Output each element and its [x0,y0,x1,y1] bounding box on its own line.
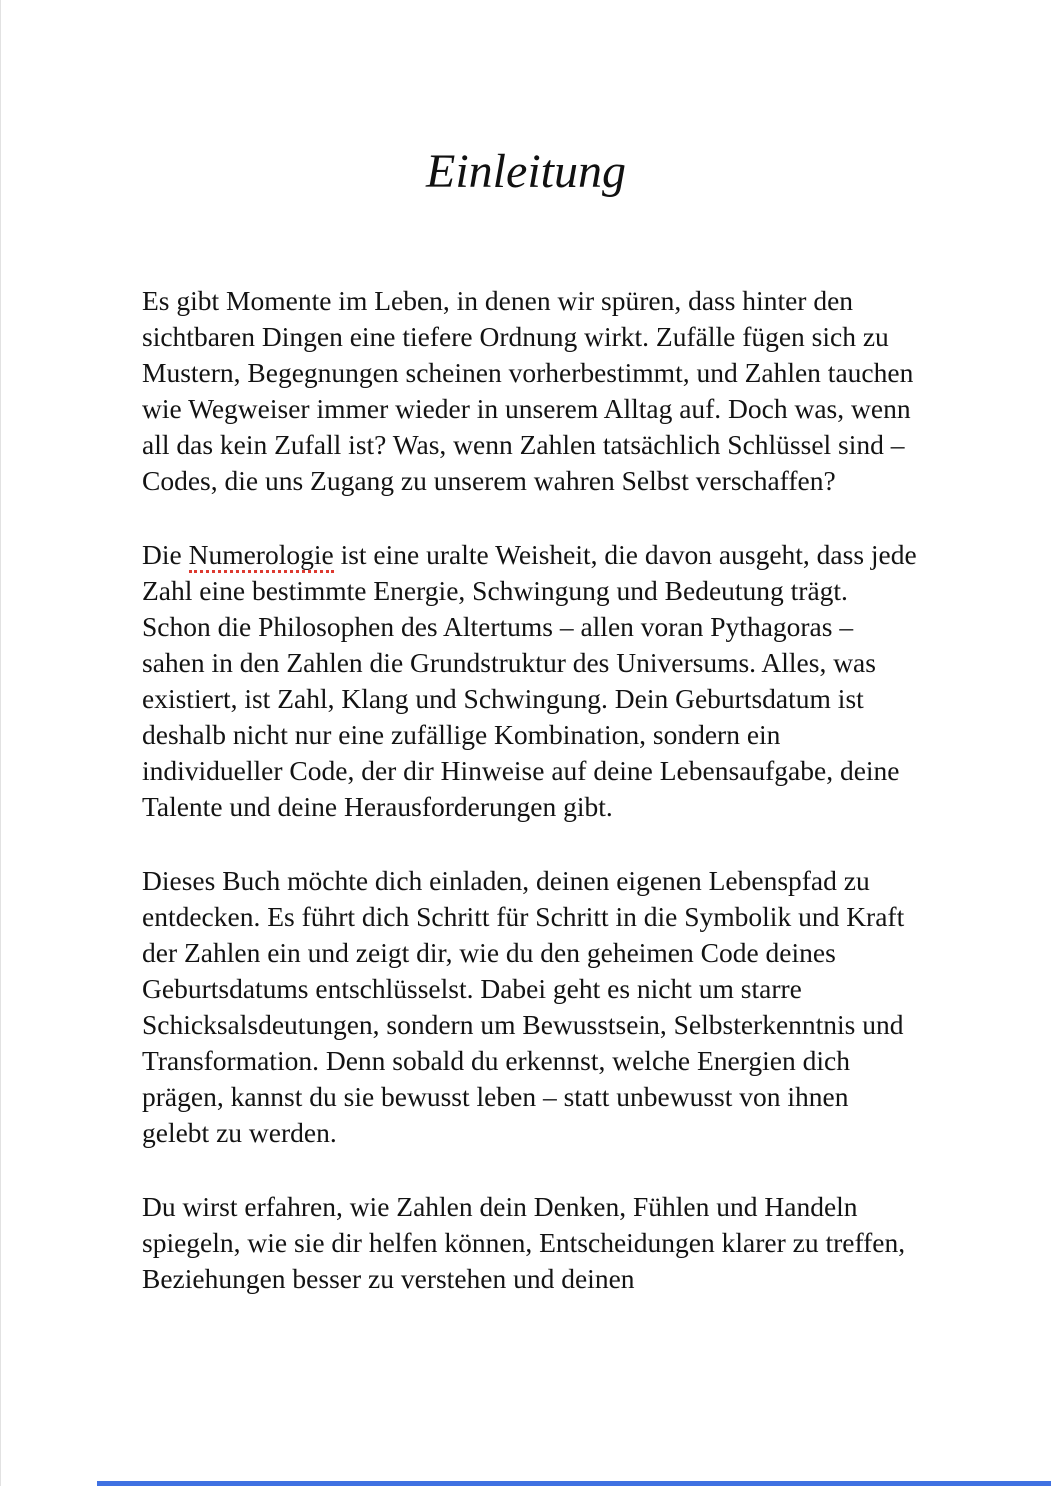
bottom-accent-bar [97,1481,1051,1486]
misspelled-word: Numerologie [189,539,334,573]
document-body [142,283,920,1297]
paragraph: Es gibt Momente im Leben, in denen wir spüren, dass hinter den sichtbaren Dingen eine tiefere Ordnung wirkt. Zufälle fügen sich zu Mustern, Begegnungen scheinen vorherbestimmt, und Zahlen tauchen wie Wegweiser immer wieder in unserem Alltag auf. Doch was, wenn all das kein Zufall ist? Was, wenn Zahlen tatsächlich Schlüssel sind – Codes, die uns Zugang zu unserem wahren Selbst verschaffen? [142,284,914,496]
paragraph: Dieses Buch möchte dich einladen, deinen eigenen Lebenspfad zu entdecken. Es führt dich Schritt für Schritt in die Symbolik und Kraft der Zahlen ein und zeigt dir, wie du den geheimen Code deines Geburtsdatums entschlüsselst. Dabei geht es nicht um starre Schicksalsdeutungen, sondern um Bewusstsein, Selbsterkenntnis und Transformation. Denn sobald du erkennst, welche Energien dich prägen, kannst du sie bewusst leben – statt unbewusst von ihnen gelebt zu werden. [142,864,905,1148]
page-title: Einleitung [426,145,626,198]
paragraph-text: ist eine uralte Weisheit, die davon ausgeht, dass jede Zahl eine bestimmte Energie, Schwingung und Bedeutung trägt. Schon die Philosophen des Altertums – allen voran Pythagoras – sahen in den Zahlen die Grundstruktur des Universums. Alles, was existiert, ist Zahl, Klang und Schwingung. Dein Geburtsdatum ist deshalb nicht nur eine zufällige Kombination, sondern ein individueller Code, der dir Hinweise auf deine Lebensaufgabe, deine Talente und deine Herausforderungen gibt. [142,538,917,822]
paragraph: Du wirst erfahren, wie Zahlen dein Denken, Fühlen und Handeln spiegeln, wie sie dir helfen können, Entscheidungen klarer zu treffen, Beziehungen besser zu verstehen und deinen [142,1190,906,1294]
paragraph [142,537,920,825]
paragraph-text: Die [142,538,189,570]
